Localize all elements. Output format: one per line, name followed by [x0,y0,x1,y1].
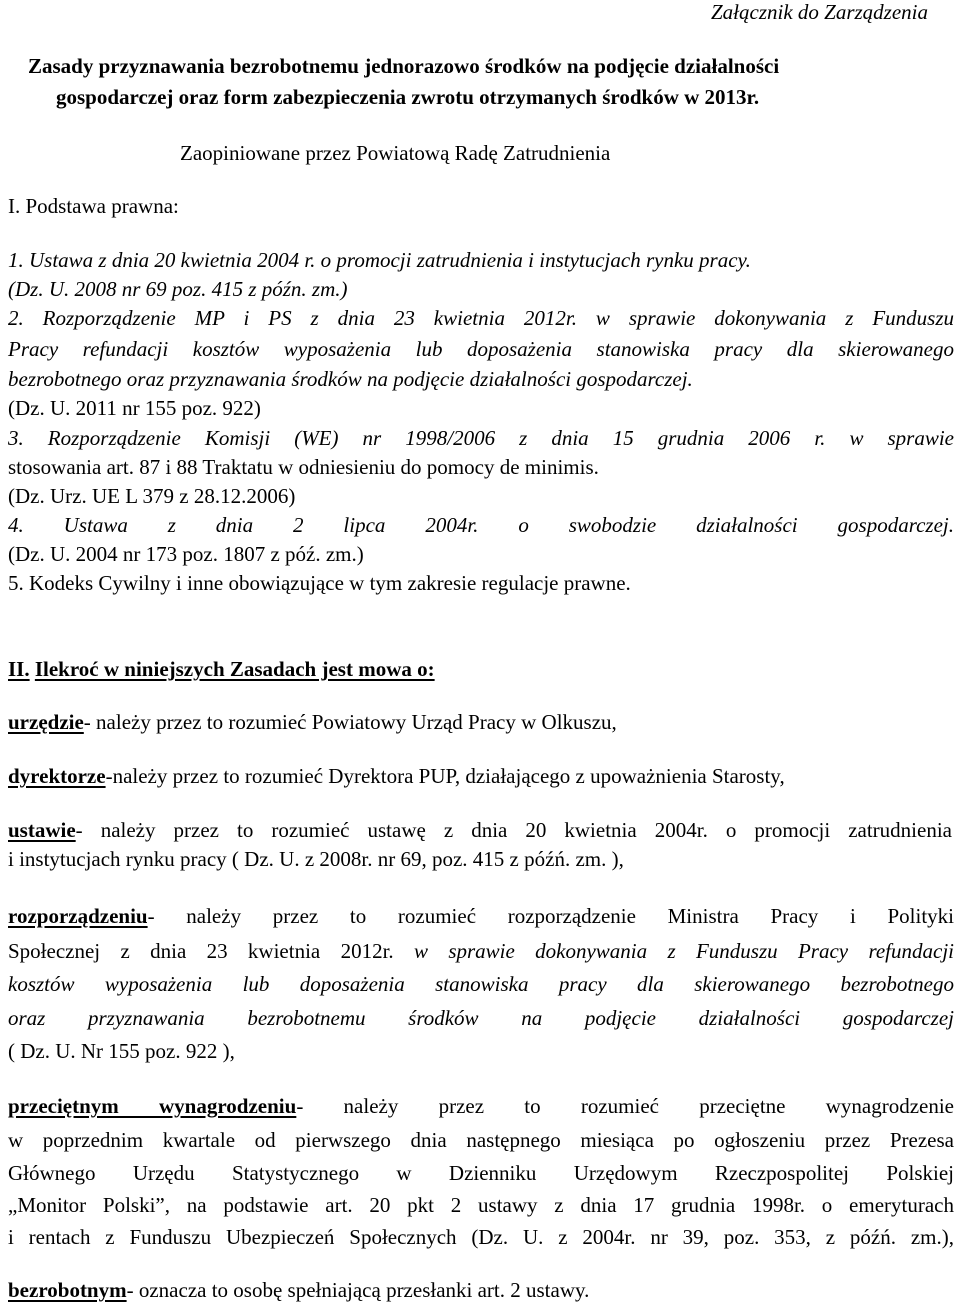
legal-basis-line: 1. Ustawa z dnia 20 kwietnia 2004 r. o promocji zatrudnienia i instytucjach rynku pracy. [8,248,751,272]
attachment-label: Załącznik do Zarządzenia [710,0,928,24]
definition-text-continued: oraz przyznawania bezrobotnemu środków na podjęcie działalności gospodarczej [8,1006,954,1030]
section-2-title: Ilekroć w niniejszych Zasadach jest mowa o: [34,657,435,681]
definition-text: w sprawie dokonywania z Funduszu Pracy refundacji [413,939,954,963]
definition-text-continued: kosztów wyposażenia lub doposażenia stanowiska pracy dla skierowanego bezrobotnego [8,972,954,996]
definition-term: dyrektorze [8,764,106,788]
section-1-heading: I. Podstawa prawna: [8,194,179,218]
definition-przecietne-wynagrodzenie [8,1092,954,1120]
section-2-number: II. [8,657,30,681]
definition-term: rozporządzeniu [8,904,148,928]
legal-basis-line: (Dz. U. 2008 nr 69 poz. 415 z późn. zm.) [8,277,348,301]
legal-basis-line: 5. Kodeks Cywilny i inne obowiązujące w tym zakresie regulacje prawne. [8,571,631,595]
legal-basis-line: 4. Ustawa z dnia 2 lipca 2004r. o swobodzie działalności gospodarczej. [8,513,954,537]
definition-text-continued [8,937,954,965]
definition-text: - oznacza to osobę spełniającą przesłanki art. 2 ustawy. [126,1278,590,1302]
definition-term: przeciętnym wynagrodzeniu [8,1094,297,1118]
document-title-line-2: gospodarczej oraz form zabezpieczenia zwrotu otrzymanych środków w 2013r. [56,85,760,109]
definition-text: - należy przez to rozumieć rozporządzenie Ministra Pracy i Polityki [147,904,954,928]
legal-basis-line: 2. Rozporządzenie MP i PS z dnia 23 kwietnia 2012r. w sprawie dokonywania z Funduszu [8,306,954,330]
definition-text-continued: i instytucjach rynku pracy ( Dz. U. z 2008r. nr 69, poz. 415 z późń. zm. ), [8,847,624,871]
legal-basis-line: (Dz. U. 2004 nr 173 poz. 1807 z póź. zm.) [8,542,364,566]
section-2-heading [8,655,435,683]
definition-rozporzadzeniu [8,902,954,930]
definition-text: - należy przez to rozumieć ustawę z dnia 20 kwietnia 2004r. o promocji zatrudnienia [75,818,952,842]
legal-basis-line: (Dz. U. 2011 nr 155 poz. 922) [8,396,261,420]
definition-text-continued: „Monitor Polski”, na podstawie art. 20 pkt 2 ustawy z dnia 17 grudnia 1998r. o emeryturach [8,1193,954,1217]
definition-bezrobotnym [8,1276,589,1304]
definition-text: Społecznej z dnia 23 kwietnia 2012r. [8,939,414,963]
definition-dyrektorze [8,762,785,790]
definition-text-continued: Głównego Urzędu Statystycznego w Dzienniku Urzędowym Rzeczpospolitej Polskiej [8,1161,954,1185]
definition-text-continued: ( Dz. U. Nr 155 poz. 922 ), [8,1039,235,1063]
definition-text-continued: w poprzednim kwartale od pierwszego dnia następnego miesiąca po ogłoszeniu przez Prezesa [8,1128,954,1152]
definition-text: - należy przez to rozumieć przeciętne wynagrodzenie [296,1094,954,1118]
definition-text-continued: i rentach z Funduszu Ubezpieczeń Społecznych (Dz. U. z 2004r. nr 39, poz. 353, z późń. zm.), [8,1225,954,1249]
legal-basis-line: Pracy refundacji kosztów wyposażenia lub doposażenia stanowiska pracy dla skierowanego [8,337,954,361]
legal-basis-line: bezrobotnego oraz przyznawania środków na podjęcie działalności gospodarczej. [8,367,693,391]
document-title-line-1: Zasady przyznawania bezrobotnemu jednorazowo środków na podjęcie działalności [28,54,780,78]
definition-term: urzędzie [8,710,84,734]
legal-basis-line: 3. Rozporządzenie Komisji (WE) nr 1998/2006 z dnia 15 grudnia 2006 r. w sprawie [8,426,954,450]
definition-ustawie [8,816,952,844]
legal-basis-line: (Dz. Urz. UE L 379 z 28.12.2006) [8,484,296,508]
definition-text: -należy przez to rozumieć Dyrektora PUP, działającego z upoważnienia Starosty, [105,764,785,788]
definition-text: - należy przez to rozumieć Powiatowy Urząd Pracy w Olkuszu, [83,710,617,734]
definition-term: ustawie [8,818,76,842]
approval-note: Zaopiniowane przez Powiatową Radę Zatrudnienia [180,141,611,165]
legal-basis-line: stosowania art. 87 i 88 Traktatu w odniesieniu do pomocy de minimis. [8,455,599,479]
definition-urzedzie [8,708,617,736]
definition-term: bezrobotnym [8,1278,127,1302]
